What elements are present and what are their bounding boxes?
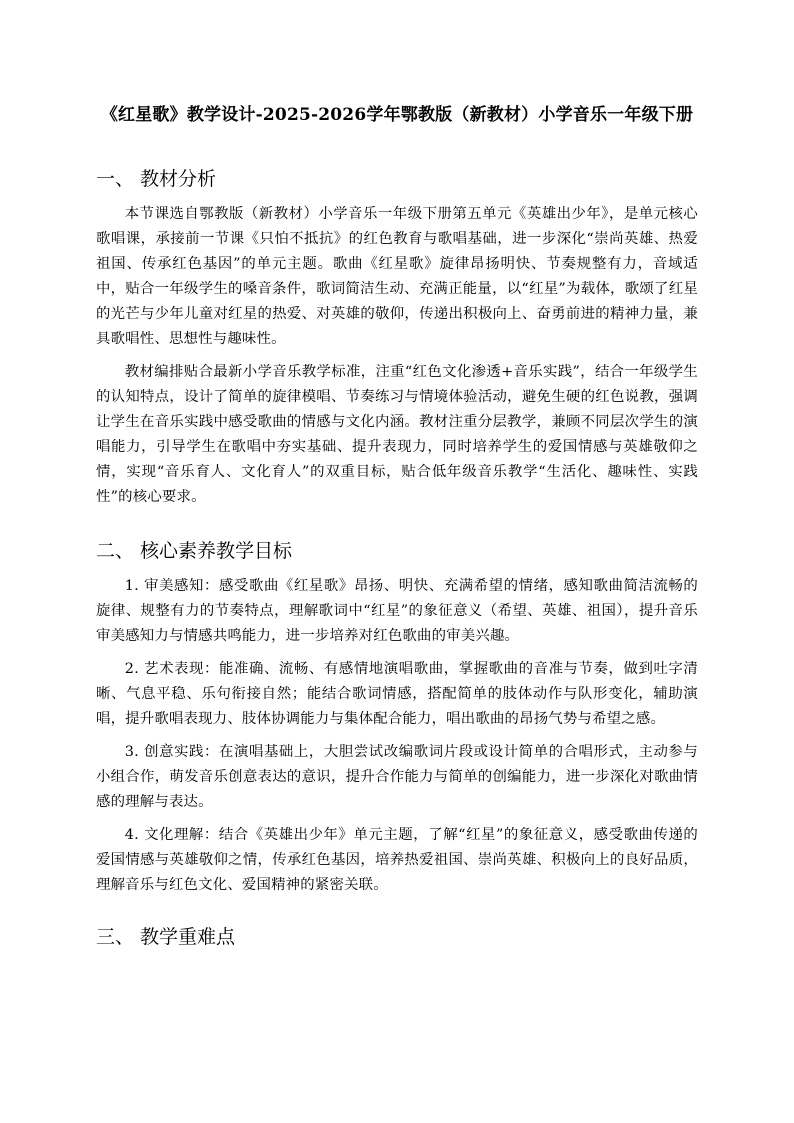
objective-item: 3. 创意实践：在演唱基础上，大胆尝试改编歌词片段或设计简单的合唱形式，主动参与小组合作，萌发音乐创意表达的意识，提升合作能力与简单的创编能力，进一步深化对歌曲情感的理解与表达。 bbox=[96, 744, 698, 810]
paragraph: 本节课选自鄂教版（新教材）小学音乐一年级下册第五单元《英雄出少年》，是单元核心歌唱课，承接前一节课《只怕不抵抗》的红色教育与歌唱基础，进一步深化“崇尚英雄、热爱祖国、传承红色基因”的单元主题。歌曲《红星歌》旋律昂扬明快、节奏规整有力，音域适中，贴合一年级学生的嗓音条件，歌词简洁生动、充满正能量，以“红星”为载体，歌颂了红星的光芒与少年儿童对红星的热爱、对英雄的敬仰，传递出积极向上、奋勇前进的精神力量，兼具歌唱性、思想性与趣味性。 bbox=[96, 206, 698, 347]
section-heading: 一、 教材分析 bbox=[96, 168, 217, 190]
objective-item: 2. 艺术表现：能准确、流畅、有感情地演唱歌曲，掌握歌曲的音准与节奏，做到吐字清晰、气息平稳、乐句衔接自然；能结合歌词情感，搭配简单的肢体动作与队形变化，辅助演唱，提升歌唱表现力、肢体协调能力与集体配合能力，唱出歌曲的昂扬气势与希望之感。 bbox=[96, 661, 698, 727]
section-textbook-analysis bbox=[96, 166, 698, 510]
document-page bbox=[96, 100, 698, 976]
section-heading: 三、 教学重难点 bbox=[96, 926, 236, 948]
objective-item: 4. 文化理解：结合《英雄出少年》单元主题，了解“红星”的象征意义，感受歌曲传递的爱国情感与英雄敬仰之情，传承红色基因，培养热爱祖国、崇尚英雄、积极向上的良好品质，理解音乐与红色文化、爱国精神的紧密关联。 bbox=[96, 827, 698, 893]
objective-item: 1. 审美感知：感受歌曲《红星歌》昂扬、明快、充满希望的情绪，感知歌曲简洁流畅的旋律、规整有力的节奏特点，理解歌词中“红星”的象征意义（希望、英雄、祖国），提升音乐审美感知力与情感共鸣能力，进一步培养对红色歌曲的审美兴趣。 bbox=[96, 578, 698, 644]
section-key-difficulties bbox=[96, 924, 698, 950]
paragraph: 教材编排贴合最新小学音乐教学标准，注重“红色文化渗透+音乐实践”，结合一年级学生的认知特点，设计了简单的旋律模唱、节奏练习与情境体验活动，避免生硬的红色说教，强调让学生在音乐实践中感受歌曲的情感与文化内涵。教材注重分层教学，兼顾不同层次学生的演唱能力，引导学生在歌唱中夯实基础、提升表现力，同时培养学生的爱国情感与英雄敬仰之情，实现“音乐育人、文化育人”的双重目标，贴合低年级音乐教学“生活化、趣味性、实践性”的核心要求。 bbox=[96, 364, 698, 505]
section-heading: 二、 核心素养教学目标 bbox=[96, 540, 293, 562]
section-core-literacy-objectives bbox=[96, 538, 698, 898]
document-title: 《红星歌》教学设计-2025-2026学年鄂教版（新教材）小学音乐一年级下册 bbox=[100, 105, 694, 125]
